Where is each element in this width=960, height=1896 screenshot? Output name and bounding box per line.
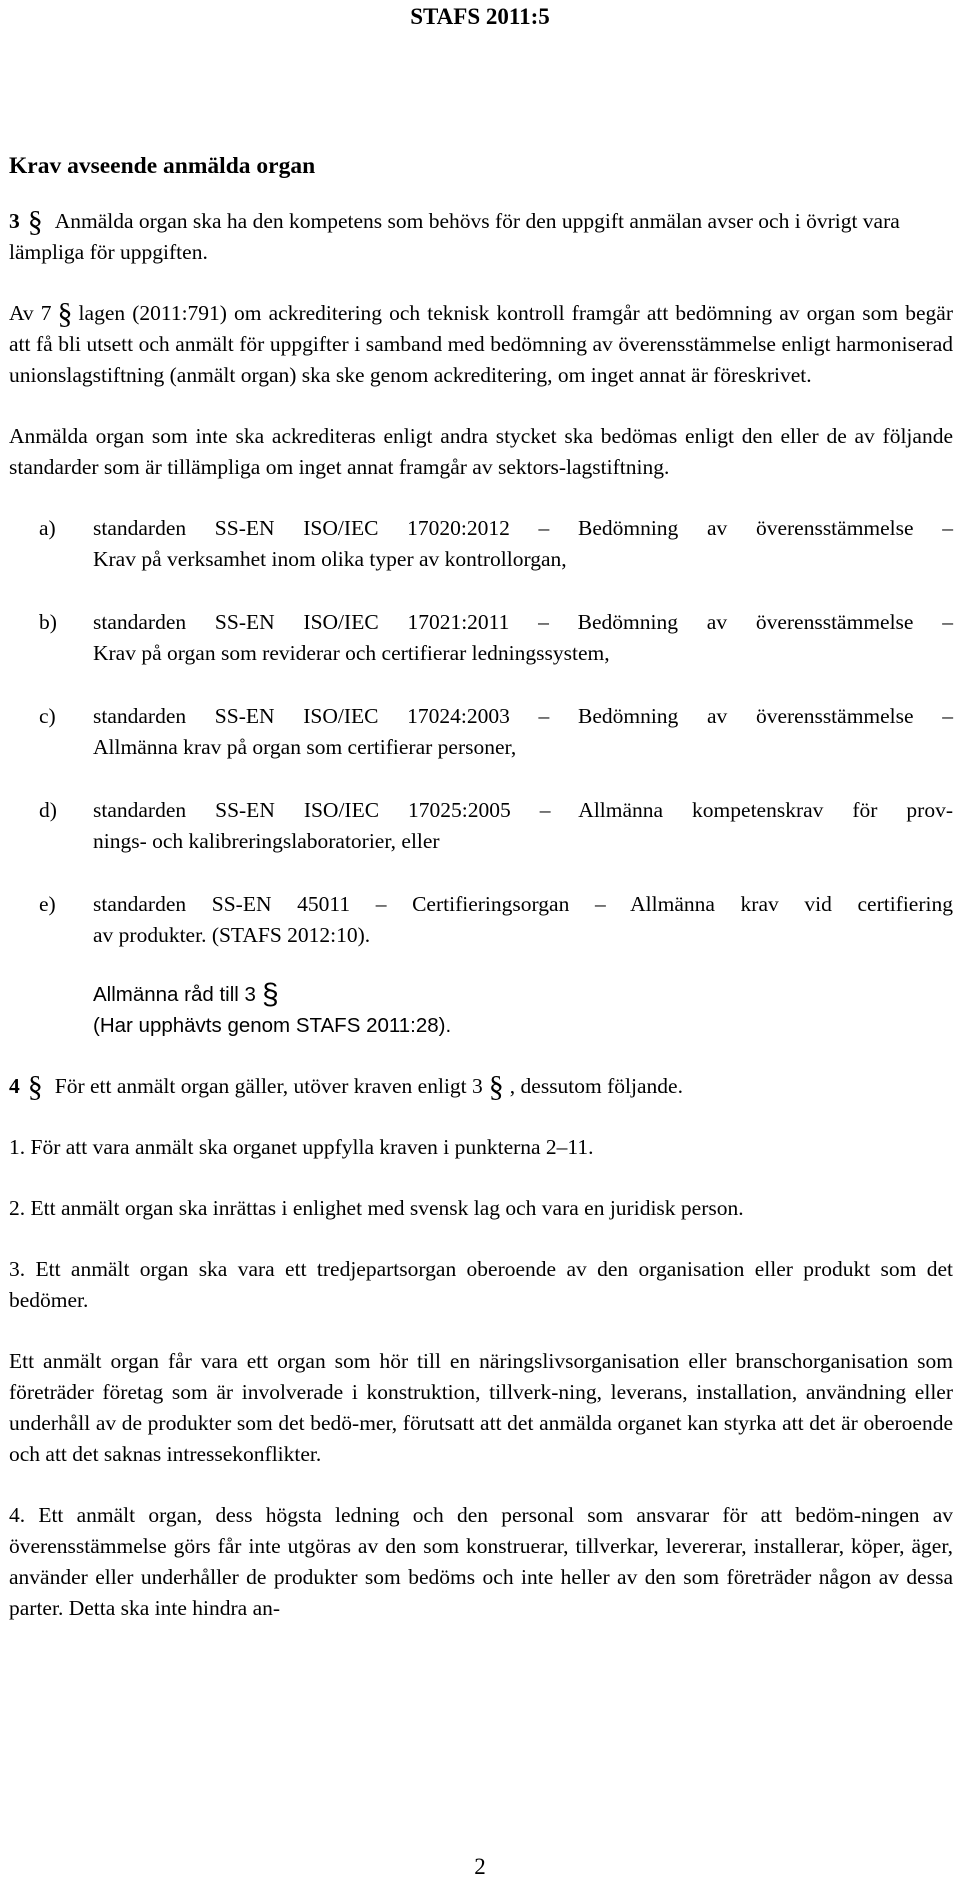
advice-title	[93, 979, 953, 1010]
item-4: 4. Ett anmält organ, dess högsta ledning och den personal som ansvarar för att bedöm-ningen av överensstämmelse görs får inte utgöras av den som konstruerar, tillverkar, levererar, installerar, köper, äger, använder eller underhåller de produkter som bedöms och inte heller av den som företräder någon av dessa parter. Detta ska inte hindra an-	[9, 1503, 953, 1620]
document-body	[9, 150, 953, 1624]
list-item-line: standarden SS-EN 45011 – Certifieringsorgan – Allmänna krav vid certifiering	[93, 892, 953, 916]
paragraph-anmalda-organ: Anmälda organ som inte ska ackrediteras enligt andra stycket ska bedömas enligt den eller de av följande standarder som är tillämpliga om inget annat framgår av sektors-lagstiftning.	[9, 424, 953, 479]
advice-title-text: Allmänna råd till 3	[93, 983, 256, 1006]
section-sign: §	[57, 297, 73, 330]
section-sign: §	[27, 205, 43, 238]
list-item	[9, 513, 953, 575]
list-item-line: Krav på verksamhet inom olika typer av kontrollorgan,	[93, 547, 567, 571]
section-4-text-end: , dessutom följande.	[509, 1074, 683, 1098]
paragraph-av-7	[9, 298, 953, 391]
list-item-line: Allmänna krav på organ som certifierar personer,	[93, 735, 517, 759]
list-item-line: standarden SS-EN ISO/IEC 17024:2003 – Bedömning av överensstämmelse –	[93, 704, 953, 728]
section-sign: §	[27, 1070, 43, 1103]
general-advice	[9, 979, 953, 1041]
list-item	[9, 607, 953, 669]
section-number: 3	[9, 209, 20, 233]
page-number: 2	[474, 1854, 486, 1879]
list-item-line: standarden SS-EN ISO/IEC 17025:2005 – Allmänna kompetenskrav för prov-	[93, 798, 953, 822]
page-header: STAFS 2011:5	[410, 4, 550, 29]
item-3: 3. Ett anmält organ ska vara ett tredjepartsorgan oberoende av den organisation eller produkt som det bedömer.	[9, 1257, 953, 1312]
list-item	[9, 795, 953, 857]
paragraph-ett-anmalt-organ: Ett anmält organ får vara ett organ som hör till en näringslivsorganisation eller branschorganisation som företräder företag som är involverade i konstruktion, tillverk-ning, leverans, installation, användning eller underhåll av de produkter som det bedö-mer, förutsatt att det anmälda organet kan styrka att det är oberoende och att det saknas intressekonflikter.	[9, 1349, 953, 1466]
paragraph-section-3	[9, 206, 953, 268]
list-item-letter: b)	[39, 610, 57, 634]
list-item-line: av produkter. (STAFS 2012:10).	[93, 923, 371, 947]
section-3-text: Anmälda organ ska ha den kompetens som behövs för den uppgift anmälan avser och i övrigt vara lämpliga för uppgiften.	[9, 209, 900, 264]
av7-prefix: Av 7	[9, 301, 52, 325]
list-item-line: standarden SS-EN ISO/IEC 17020:2012 – Bedömning av överensstämmelse –	[93, 516, 953, 540]
list-item-letter: e)	[39, 892, 56, 916]
list-item-line: nings- och kalibreringslaboratorier, eller	[93, 829, 440, 853]
av7-text: lagen (2011:791) om ackreditering och teknisk kontroll framgår att bedömning av organ som begär att få bli utsett och anmält för uppgifter i samband med bedömning av överensstämmelse enligt harmoniserad unionslagstiftning (anmält organ) ska ske genom ackreditering, om inget annat är föreskrivet.	[9, 301, 953, 387]
section-4-text: För ett anmält organ gäller, utöver kraven enligt 3	[54, 1074, 483, 1098]
section-sign: §	[488, 1070, 504, 1103]
list-item	[9, 889, 953, 951]
list-item-letter: a)	[39, 516, 56, 540]
section-heading: Krav avseende anmälda organ	[9, 153, 316, 179]
paragraph-section-4	[9, 1071, 953, 1102]
section-number: 4	[9, 1074, 20, 1098]
advice-note: (Har upphävts genom STAFS 2011:28).	[93, 1014, 452, 1037]
list-item-letter: d)	[39, 798, 57, 822]
list-item-line: Krav på organ som reviderar och certifierar ledningssystem,	[93, 641, 610, 665]
list-item-letter: c)	[39, 704, 56, 728]
standards-list	[9, 513, 953, 951]
list-item	[9, 701, 953, 763]
item-2: 2. Ett anmält organ ska inrättas i enlighet med svensk lag och vara en juridisk person.	[9, 1196, 744, 1220]
item-1: 1. För att vara anmält ska organet uppfylla kraven i punkterna 2–11.	[9, 1135, 594, 1159]
list-item-line: standarden SS-EN ISO/IEC 17021:2011 – Bedömning av överensstämmelse –	[93, 610, 953, 634]
section-sign: §	[261, 978, 279, 1011]
